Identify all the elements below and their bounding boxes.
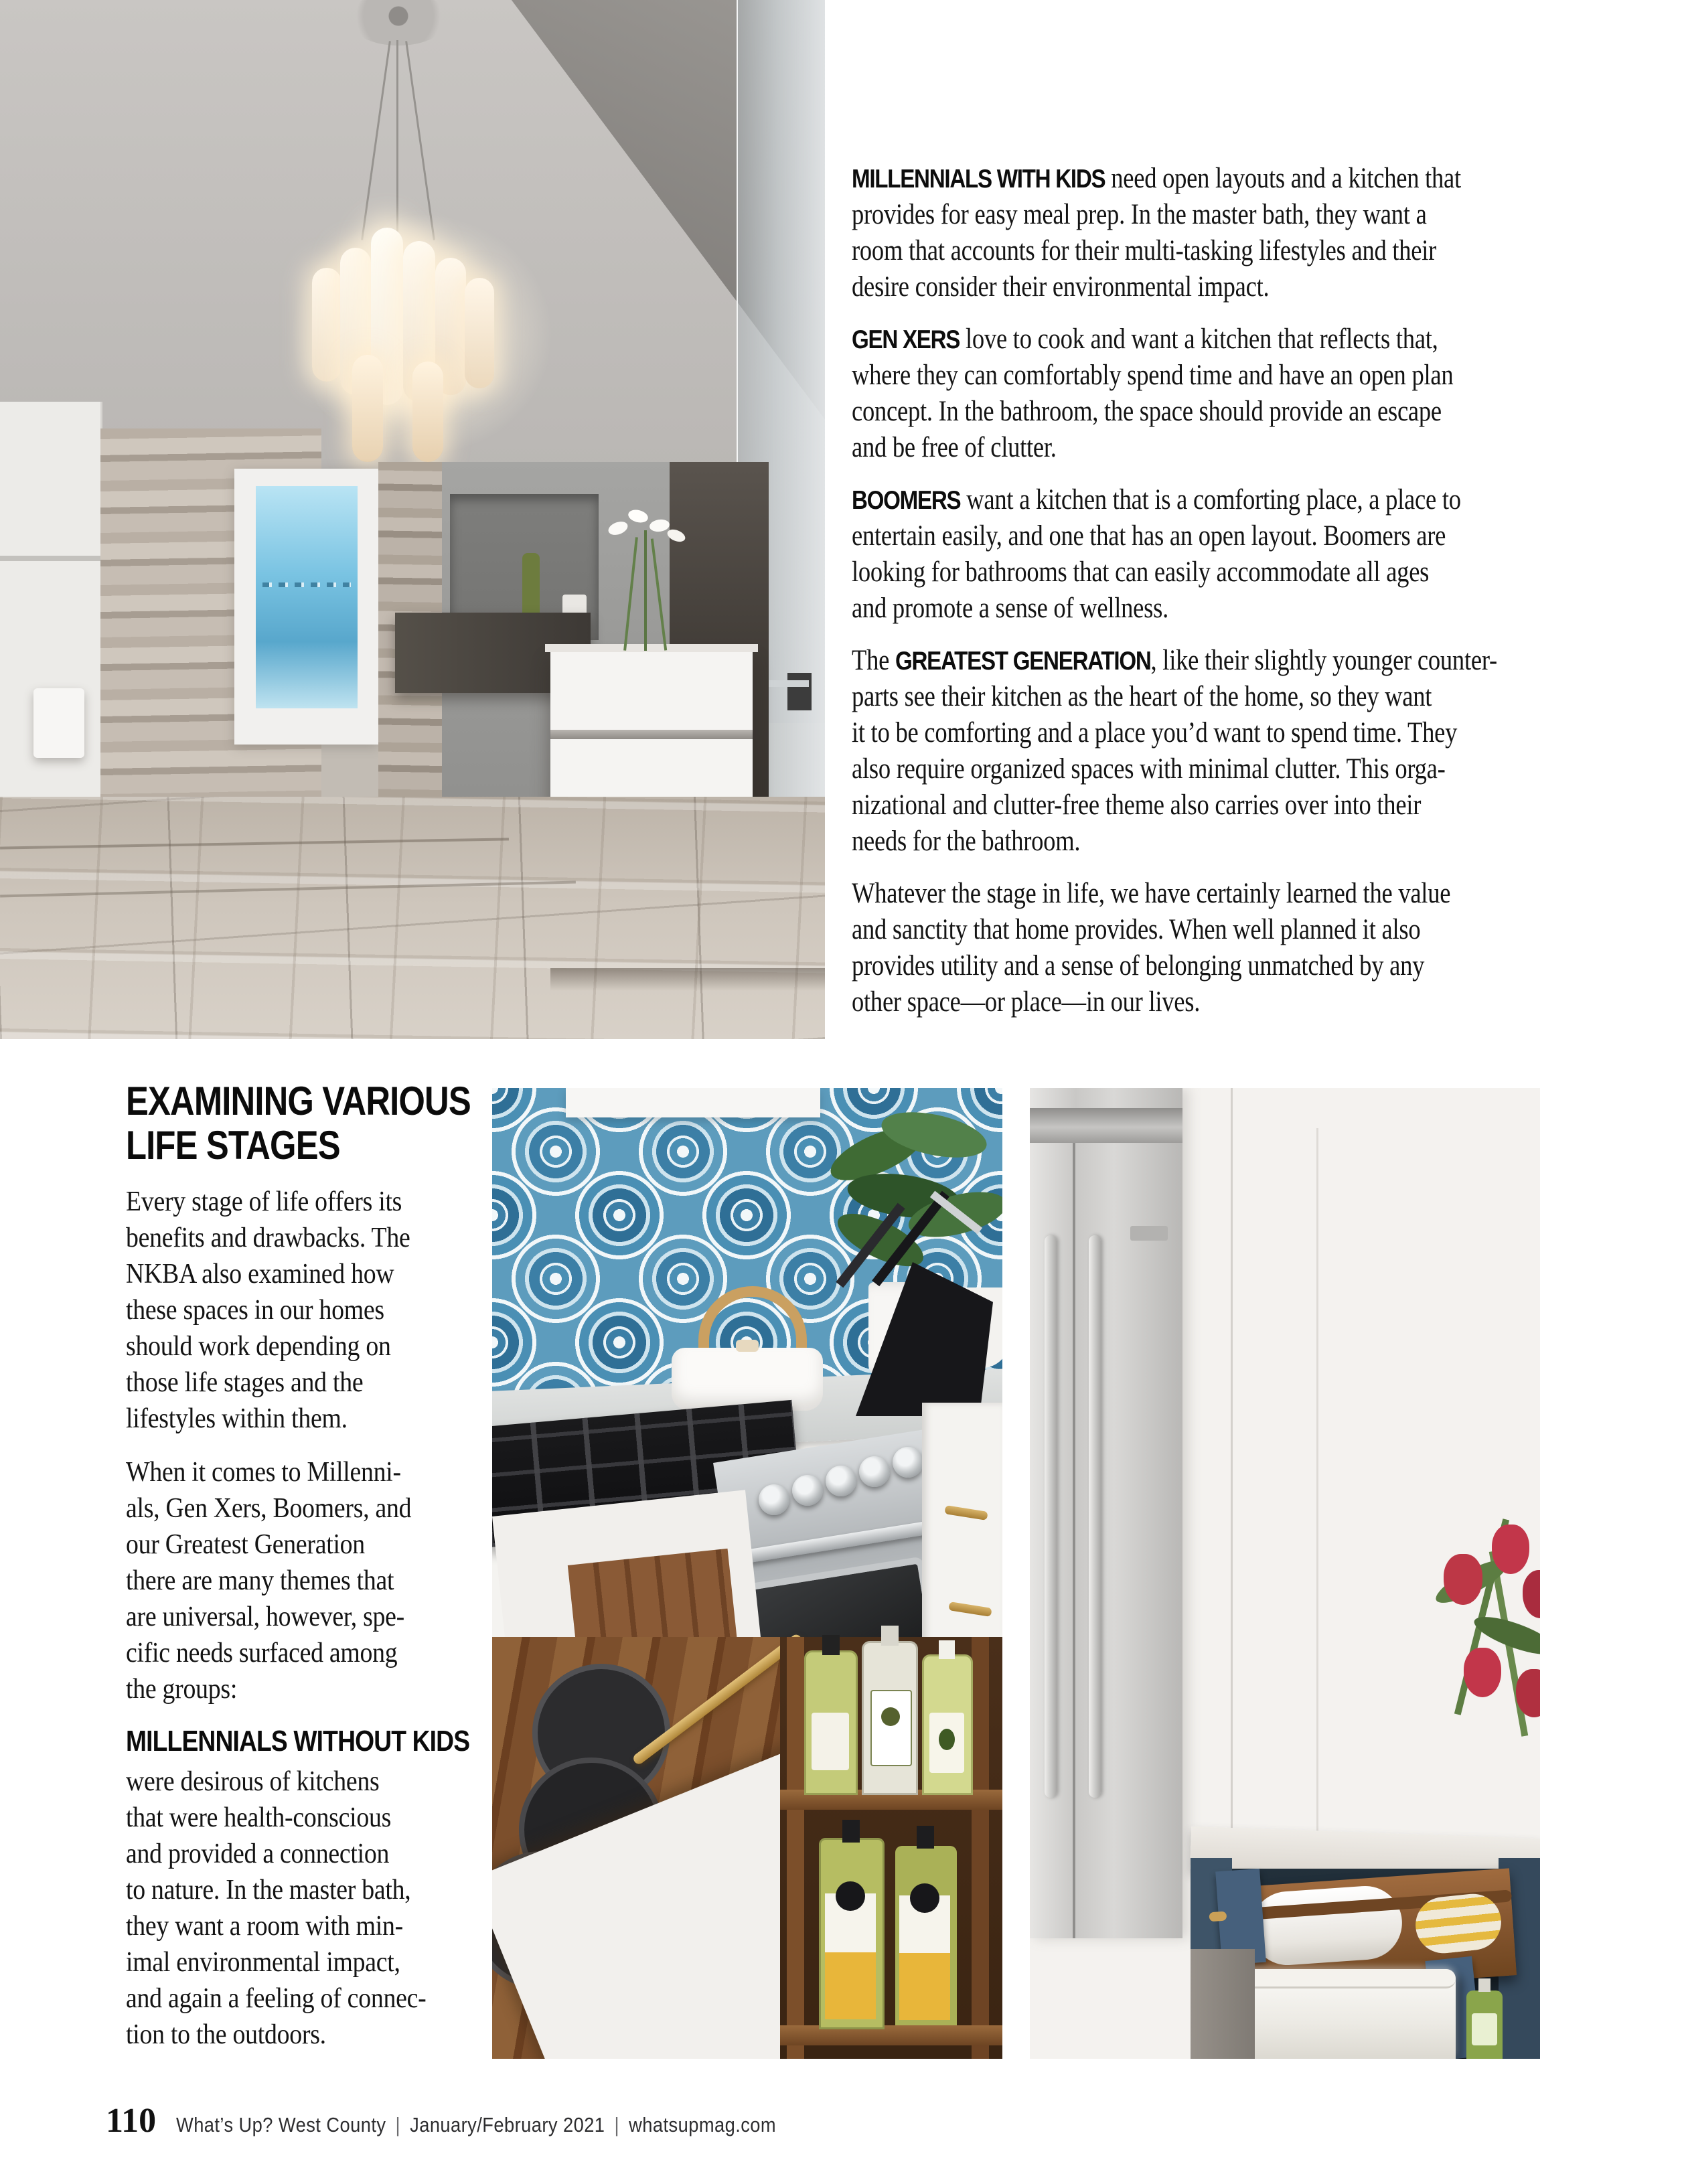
cleaner-bottle xyxy=(1466,1991,1503,2059)
range-hood-bottom xyxy=(566,1088,820,1117)
generation-label: BOOMERS xyxy=(852,486,961,515)
text-line: should work depending on xyxy=(126,1331,391,1362)
text-line: also require organized spaces with minimal clutter. This orga- xyxy=(852,753,1446,785)
paper-towel-roll xyxy=(1248,1883,1404,1967)
kitchen-fridge-photo xyxy=(1030,1088,1540,2059)
text-line xyxy=(852,643,1569,679)
generation-label: GREATEST GENERATION xyxy=(895,647,1151,676)
wall-panel-line xyxy=(1316,1128,1318,1838)
fridge-hinge-bar xyxy=(1030,1108,1182,1143)
door-glass-detail xyxy=(262,582,351,587)
kitchen-range-photo xyxy=(492,1088,1002,2059)
text-line: als, Gen Xers, Boomers, and xyxy=(126,1493,412,1524)
text-line: those life stages and the xyxy=(126,1367,364,1398)
page-number: 110 xyxy=(106,2102,157,2140)
oil-bottle xyxy=(804,1650,858,1795)
text-line: Every stage of life offers its xyxy=(126,1186,402,1217)
text-line: our Greatest Generation xyxy=(126,1529,365,1560)
text-line: nizational and clutter-free theme also carries over into their xyxy=(852,789,1422,821)
sidebar-text-column xyxy=(126,1079,548,2070)
door-blue-glass xyxy=(256,486,358,708)
text-line: and sanctity that home provides. When well planned it also xyxy=(852,914,1421,945)
article-body-column xyxy=(852,161,1569,1036)
footer-separator: | xyxy=(395,2113,401,2136)
wall-panel-line xyxy=(1231,1088,1233,1838)
bathroom-hallway-photo xyxy=(0,0,825,1039)
tulips xyxy=(1391,1490,1540,1771)
paragraph xyxy=(852,482,1569,627)
range-knob xyxy=(893,1447,923,1478)
marble-floor xyxy=(0,797,825,1039)
magazine-name: What’s Up? West County xyxy=(176,2113,386,2136)
text-line: parts see their kitchen as the heart of the home, so they want xyxy=(852,681,1432,712)
footer-meta xyxy=(176,2113,776,2137)
text-line: entertain easily, and one that has an open layout. Boomers are xyxy=(852,520,1446,552)
text-line: lifestyles within them. xyxy=(126,1403,348,1434)
text-line: desire consider their environmental impact. xyxy=(852,271,1270,303)
fridge-handle xyxy=(1089,1235,1101,1798)
footer-separator: | xyxy=(614,2113,620,2136)
tea-kettle xyxy=(672,1286,826,1411)
text-line: where they can comfortably spend time and have an open plan xyxy=(852,360,1454,391)
fridge-door-seam xyxy=(1073,1143,1075,1938)
text-run: love to cook and want a kitchen that reflects that, xyxy=(960,323,1438,355)
text-line: benefits and drawbacks. The xyxy=(126,1223,410,1253)
text-line: provides utility and a sense of belonging unmatched by any xyxy=(852,950,1425,982)
heading-line: LIFE STAGES xyxy=(126,1123,340,1168)
oil-bottle xyxy=(862,1641,918,1795)
text-line: room that accounts for their multi-tasking lifestyles and their xyxy=(852,235,1437,266)
text-line: were desirous of kitchens xyxy=(126,1766,380,1797)
paragraph xyxy=(852,161,1569,305)
sub-heading: MILLENNIALS WITHOUT KIDS xyxy=(126,1725,470,1758)
text-line: cific needs surfaced among xyxy=(126,1638,398,1668)
paragraph xyxy=(126,1764,548,2053)
text-line: needs for the bathroom. xyxy=(852,826,1081,857)
text-line: there are many themes that xyxy=(126,1565,394,1596)
towel xyxy=(33,688,84,758)
text-line: and promote a sense of wellness. xyxy=(852,593,1168,624)
floor xyxy=(1191,1949,1255,2059)
oil-bottle xyxy=(922,1654,973,1795)
flower-blooms xyxy=(608,510,688,550)
page-footer xyxy=(106,2101,858,2140)
fridge-logo-plate xyxy=(1130,1226,1168,1241)
text-line: to nature. In the master bath, xyxy=(126,1875,411,1905)
text-line: these spaces in our homes xyxy=(126,1295,384,1326)
text-line: they want a room with min- xyxy=(126,1911,403,1942)
vanity-floor-shadow xyxy=(550,968,825,991)
text-line: tion to the outdoors. xyxy=(126,2019,326,2050)
text-line xyxy=(852,482,1569,518)
range-knob xyxy=(859,1456,890,1487)
knife-block xyxy=(826,1235,993,1416)
paragraph xyxy=(126,1184,548,1437)
text-line: the groups: xyxy=(126,1674,238,1705)
range-knob xyxy=(759,1484,789,1515)
text-line: and again a feeling of connec- xyxy=(126,1983,427,2014)
text-run: The xyxy=(852,645,895,676)
paragraph xyxy=(852,876,1569,1020)
text-line: concept. In the bathroom, the space should provide an escape xyxy=(852,396,1442,427)
text-line: provides for easy meal prep. In the master bath, they want a xyxy=(852,199,1427,230)
generation-label: MILLENNIALS WITH KIDS xyxy=(852,165,1105,193)
section-heading xyxy=(126,1079,522,1168)
glass-hinge xyxy=(787,673,812,710)
oil-bottle xyxy=(819,1838,885,2029)
text-run: , like their slightly younger counter- xyxy=(1150,645,1497,676)
paragraph xyxy=(852,321,1569,466)
rack-shelf xyxy=(780,2025,1002,2045)
text-line: it to be comforting and a place you’d want to spend time. They xyxy=(852,717,1458,749)
text-line: that were health-conscious xyxy=(126,1802,392,1833)
text-line: and provided a connection xyxy=(126,1839,390,1869)
trash-bin-rim xyxy=(1243,1969,1456,1988)
text-line xyxy=(852,321,1569,358)
paragraph xyxy=(852,643,1569,860)
generation-label: GEN XERS xyxy=(852,325,960,354)
chandelier xyxy=(312,221,513,462)
text-line: looking for bathrooms that can easily accommodate all ages xyxy=(852,556,1430,588)
heading-line: EXAMINING VARIOUS xyxy=(126,1079,471,1123)
fridge-handle xyxy=(1045,1235,1057,1798)
text-run: need open layouts and a kitchen that xyxy=(1105,163,1461,194)
text-line: When it comes to Millenni- xyxy=(126,1457,401,1488)
cabinet-seam xyxy=(0,556,100,561)
website-url: whatsupmag.com xyxy=(629,2113,777,2136)
text-line: NKBA also examined how xyxy=(126,1259,394,1290)
range-knob xyxy=(826,1466,856,1496)
text-line: Whatever the stage in life, we have certainly learned the value xyxy=(852,878,1451,909)
text-line: and be free of clutter. xyxy=(852,432,1057,463)
rack-post xyxy=(972,1637,989,2059)
text-run: want a kitchen that is a comforting place, a place to xyxy=(960,484,1461,516)
range-knob xyxy=(792,1475,823,1506)
oil-bottle xyxy=(895,1846,957,2025)
drawer-seam xyxy=(550,730,753,739)
text-line: are universal, however, spe- xyxy=(126,1602,404,1632)
issue-date: January/February 2021 xyxy=(410,2113,605,2136)
rack-post xyxy=(787,1637,804,2059)
text-line: imal environmental impact, xyxy=(126,1947,400,1978)
bottle xyxy=(522,553,540,617)
oil-rack xyxy=(780,1637,1002,2059)
paragraph xyxy=(126,1454,548,1707)
text-line xyxy=(852,161,1569,197)
text-line: other space—or place—in our lives. xyxy=(852,986,1201,1018)
